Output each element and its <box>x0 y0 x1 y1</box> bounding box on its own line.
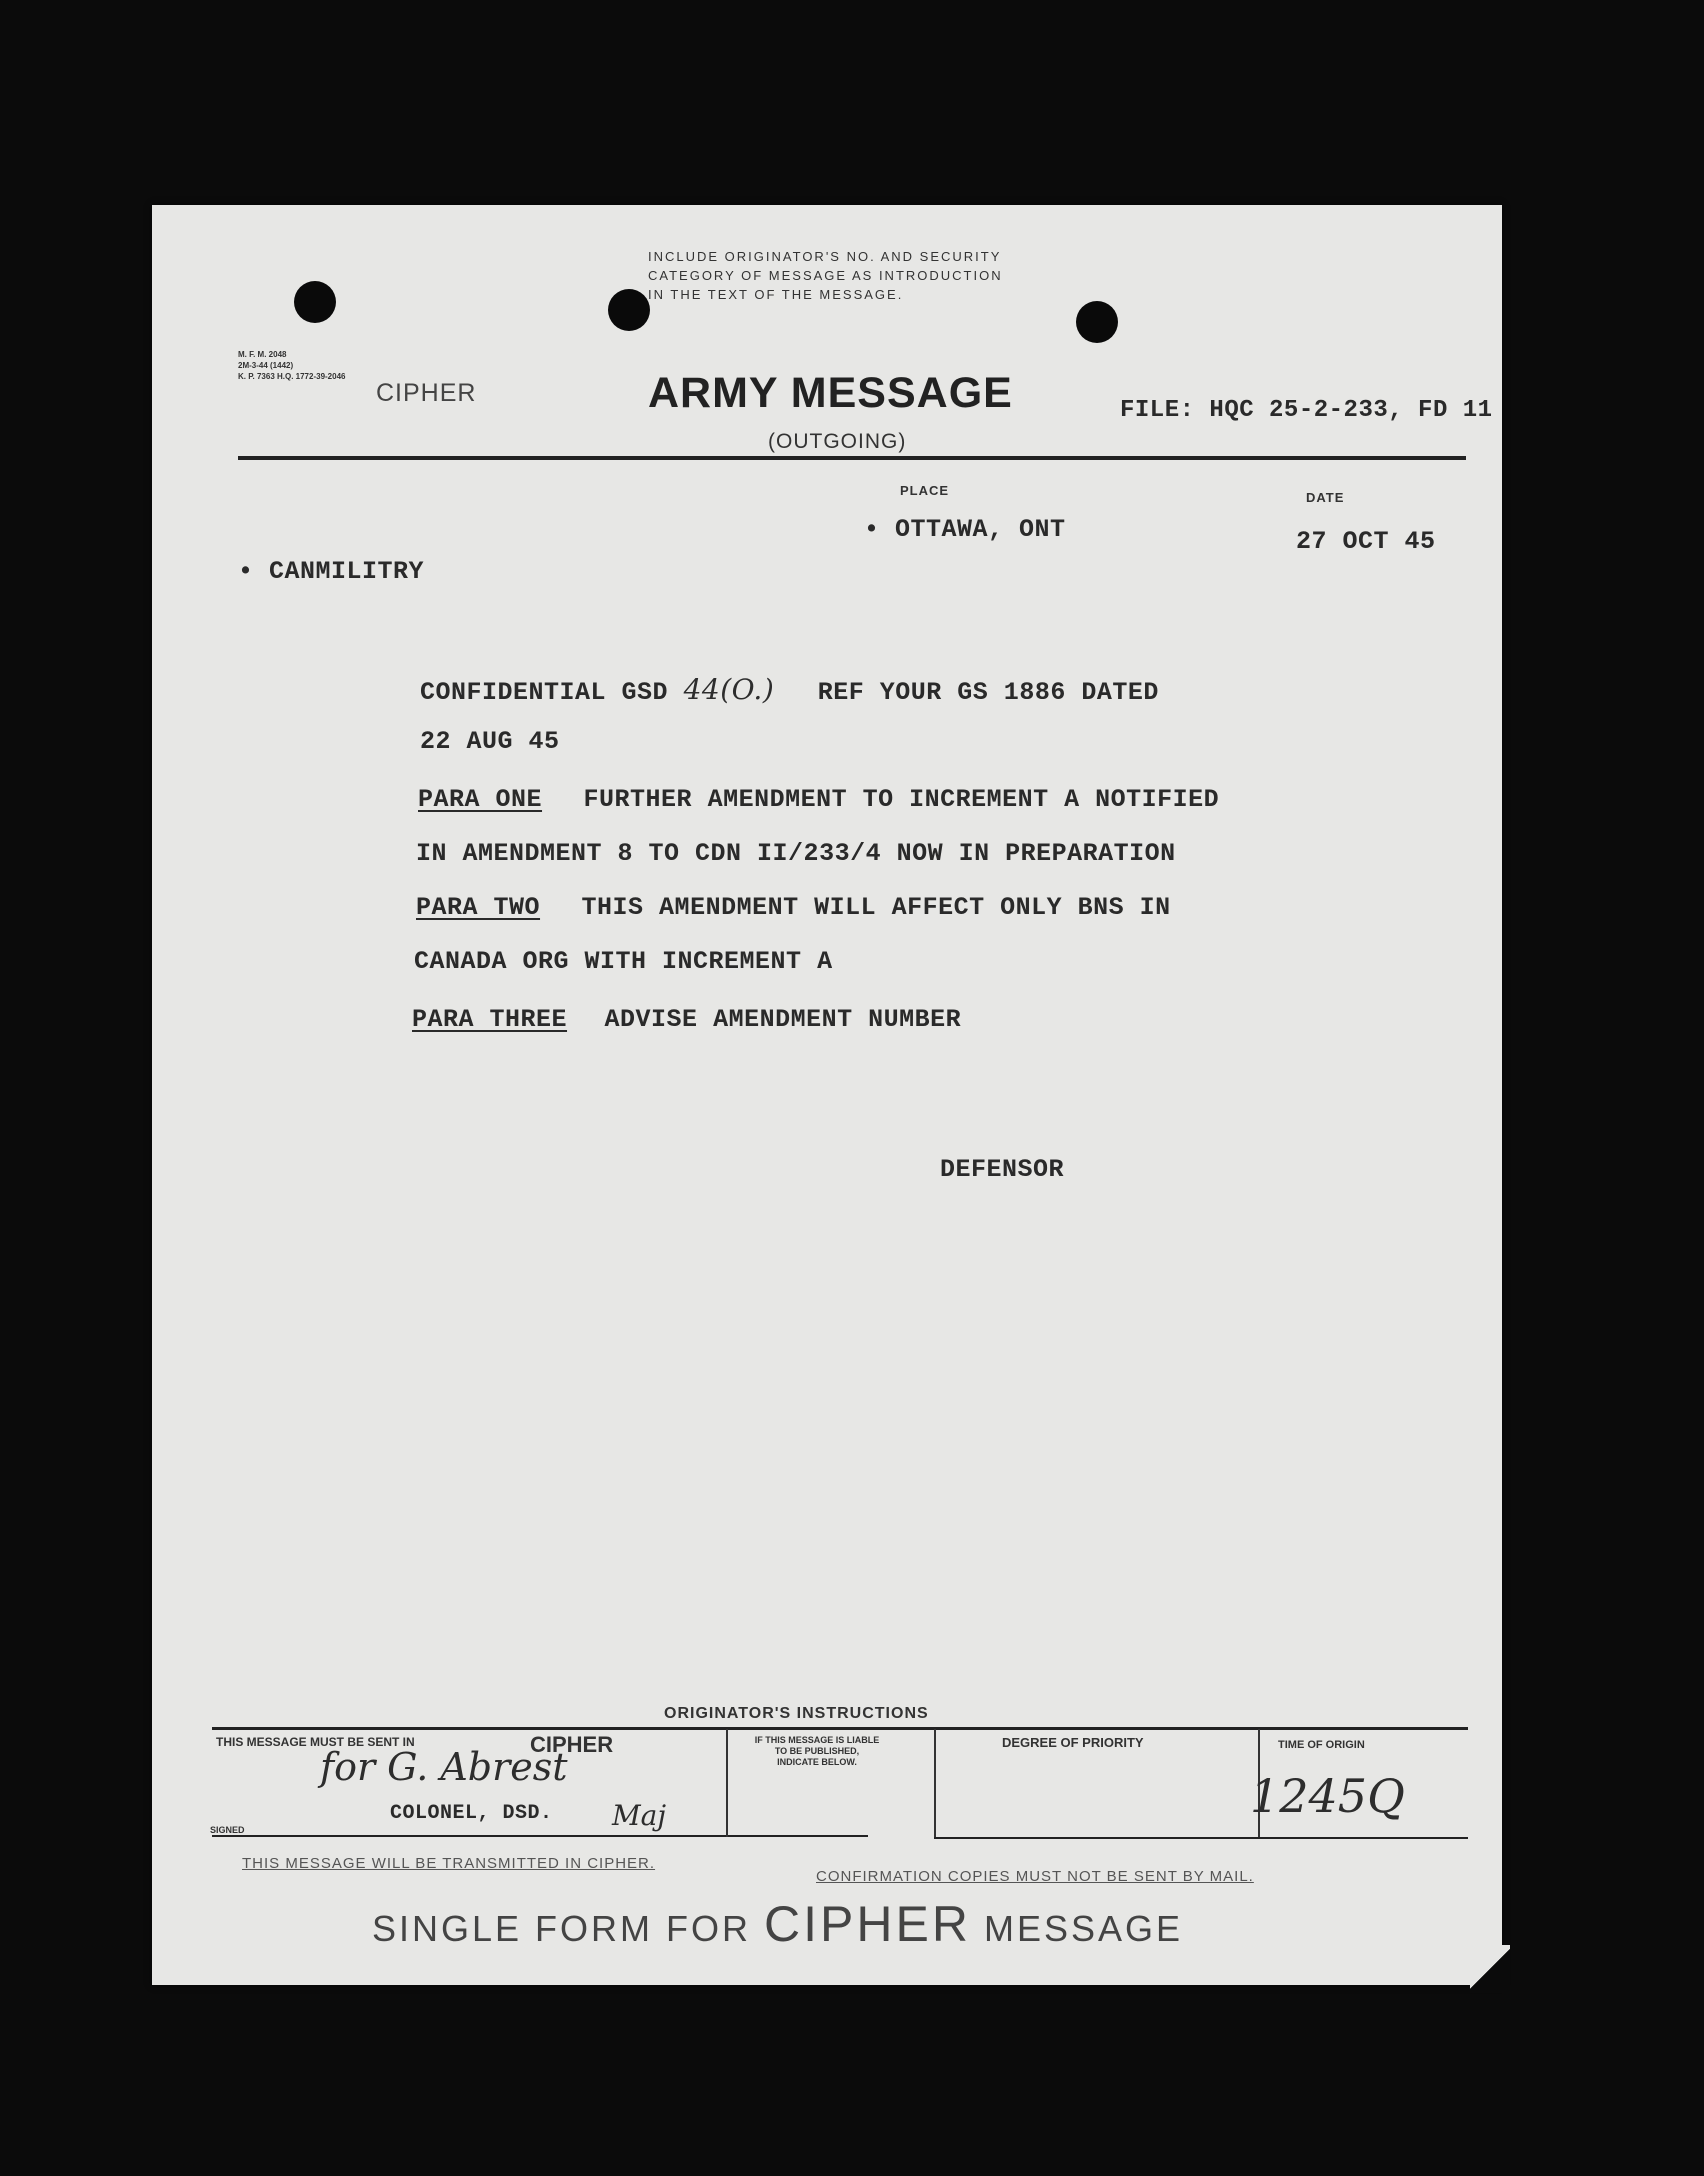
confirmation-note: CONFIRMATION COPIES MUST NOT BE SENT BY MAIL. <box>816 1868 1254 1885</box>
punch-hole-middle <box>608 289 650 331</box>
cipher-label: CIPHER <box>376 379 477 407</box>
must-be-sent-value: CIPHER <box>530 1732 614 1757</box>
addressee: • CANMILITRY <box>238 557 425 586</box>
instructions-heading: ORIGINATOR'S INSTRUCTIONS <box>664 1705 929 1722</box>
para-one-cont: IN AMENDMENT 8 TO CDN II/233/4 NOW IN PREPARATION <box>416 839 1176 868</box>
priority-label: DEGREE OF PRIORITY <box>1002 1735 1144 1750</box>
place-value: • OTTAWA, ONT <box>864 515 1066 544</box>
footer-title: SINGLE FORM FOR CIPHER MESSAGE <box>372 1896 1184 1952</box>
instructions-rule <box>212 1727 1468 1730</box>
message-form <box>152 205 1502 1985</box>
para-one: PARA ONE FURTHER AMENDMENT TO INCREMENT A NOTIFIED <box>418 785 1220 814</box>
message-line-1: CONFIDENTIAL GSD 44(O.) REF YOUR GS 1886 DATED <box>420 673 1159 707</box>
header-rule <box>238 456 1466 460</box>
form-numbers: M. F. M. 2048 2M-3-44 (1442) K. P. 7363 H.Q. 1772-39-2046 <box>238 350 346 381</box>
sender: DEFENSOR <box>940 1155 1065 1184</box>
form-subtitle: (OUTGOING) <box>768 430 907 453</box>
para-three: PARA THREE ADVISE AMENDMENT NUMBER <box>412 1005 962 1034</box>
date-value: 27 OCT 45 <box>1296 527 1436 556</box>
signature-rule <box>212 1835 868 1837</box>
time-label: TIME OF ORIGIN <box>1278 1739 1365 1751</box>
signature: for G. Abrest <box>320 1745 568 1789</box>
punch-hole-left <box>294 281 336 323</box>
publish-note: IF THIS MESSAGE IS LIABLE TO BE PUBLISHED, INDICATE BELOW. <box>754 1735 880 1767</box>
must-be-sent-label: THIS MESSAGE MUST BE SENT IN <box>216 1735 415 1749</box>
time-value: 1245Q <box>1250 1769 1405 1823</box>
folded-corner <box>1470 1945 1510 1993</box>
signed-label: SIGNED <box>210 1825 245 1835</box>
transmission-note: THIS MESSAGE WILL BE TRANSMITTED IN CIPHER. <box>242 1855 656 1872</box>
place-label: PLACE <box>900 483 950 498</box>
para-two: PARA TWO THIS AMENDMENT WILL AFFECT ONLY BNS IN <box>416 893 1171 922</box>
divider-1 <box>726 1729 728 1837</box>
priority-rule <box>934 1837 1468 1839</box>
message-line-2: 22 AUG 45 <box>420 727 560 756</box>
file-reference: FILE: HQC 25-2-233, FD 11 <box>1120 397 1493 424</box>
date-label: DATE <box>1306 490 1345 505</box>
signed-value: COLONEL, DSD. <box>390 1802 553 1825</box>
divider-2 <box>934 1729 936 1837</box>
para-two-cont: CANADA ORG WITH INCREMENT A <box>414 947 833 976</box>
punch-hole-right <box>1076 301 1118 343</box>
form-title: ARMY MESSAGE <box>648 369 1013 417</box>
signer-initials: Maj <box>612 1799 667 1832</box>
header-note: INCLUDE ORIGINATOR'S NO. AND SECURITY CATEGORY OF MESSAGE AS INTRODUCTION IN THE TEXT OF THE MESSAGE. <box>648 249 1003 302</box>
